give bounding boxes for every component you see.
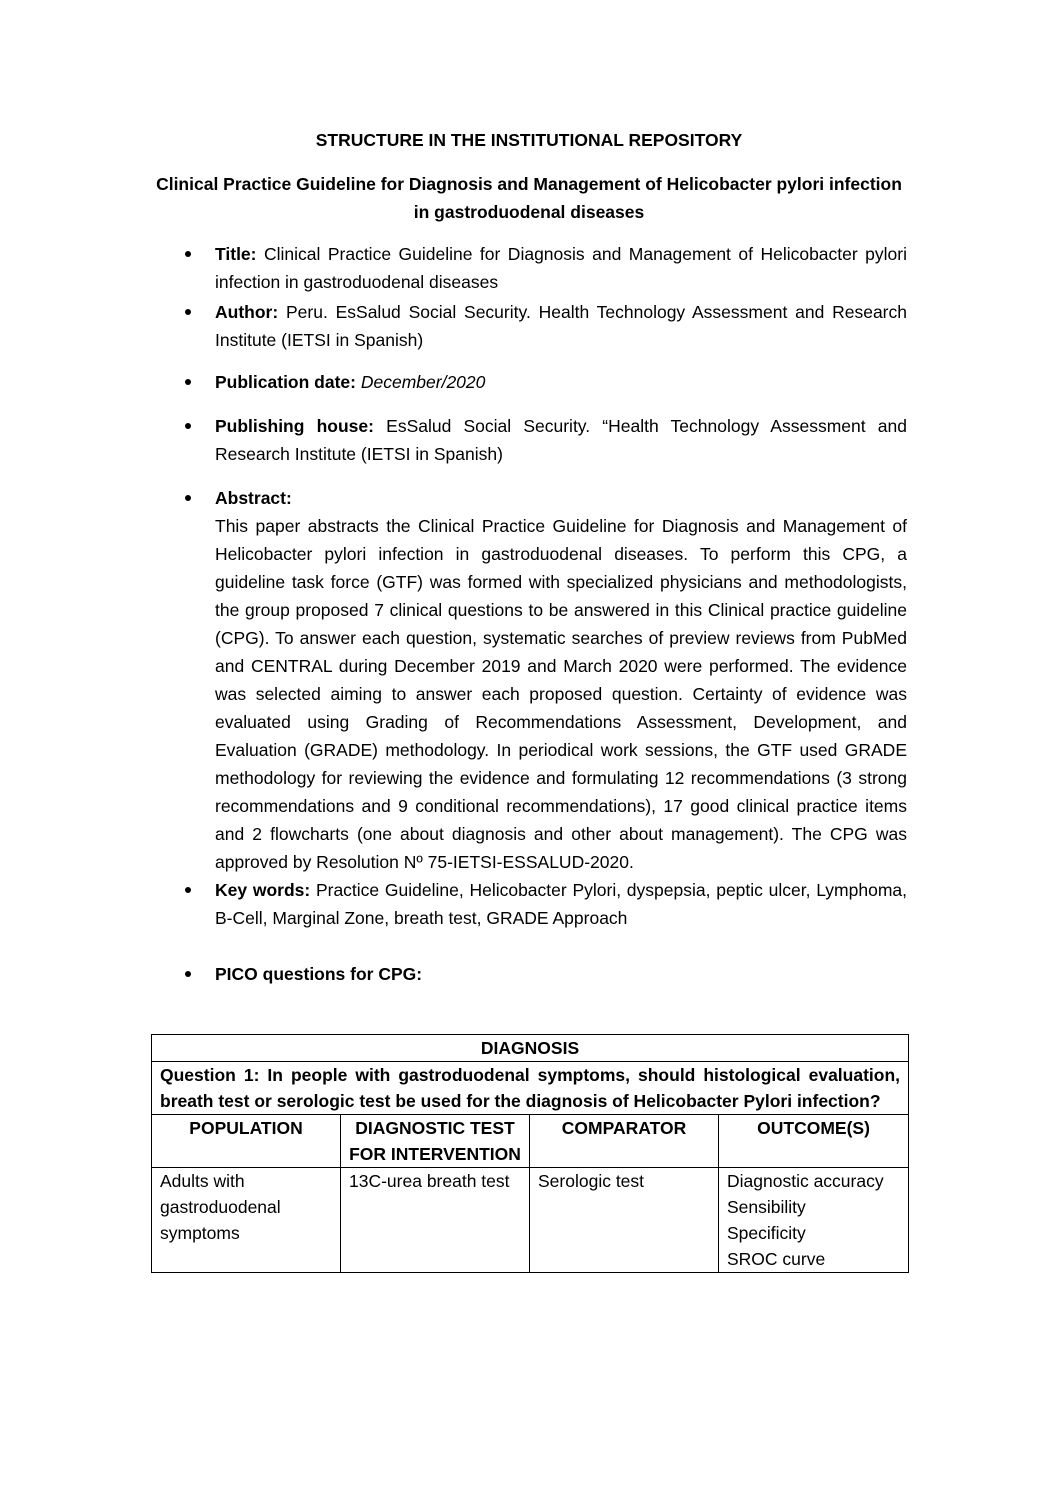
column-header-intervention: DIAGNOSTIC TEST FOR INTERVENTION bbox=[341, 1115, 530, 1168]
column-header-comparator: COMPARATOR bbox=[530, 1115, 719, 1168]
publisher-value: EsSalud Social Security. “Health Technology Assessment and Research Institute (IETSI in Spanish) bbox=[215, 416, 907, 464]
metadata-item-date bbox=[215, 368, 907, 396]
section-header-diagnosis: DIAGNOSIS bbox=[152, 1035, 909, 1062]
outcome-item: Specificity bbox=[727, 1223, 806, 1243]
pico-table bbox=[151, 1034, 909, 1273]
question-1: Question 1: In people with gastroduodenal symptoms, should histological evaluation, breath test or serologic test be used for the diagnosis of Helicobacter Pylori infection? bbox=[152, 1062, 909, 1115]
outcomes-cell bbox=[719, 1168, 909, 1273]
metadata-item-abstract bbox=[215, 484, 907, 876]
table-row bbox=[152, 1168, 909, 1273]
keywords-label: Key words: bbox=[215, 880, 311, 900]
metadata-item-title bbox=[215, 240, 907, 296]
date-label: Publication date: bbox=[215, 372, 356, 392]
metadata-list bbox=[215, 240, 907, 988]
metadata-item-author bbox=[215, 298, 907, 354]
abstract-text: This paper abstracts the Clinical Practice Guideline for Diagnosis and Management of Helicobacter pylori infection in gastroduodenal diseases. To perform this CPG, a guideline task force (GTF) was formed with specialized physicians and methodologists, the group proposed 7 clinical questions to be answered in this Clinical practice guideline (CPG). To answer each question, systematic searches of preview reviews from PubMed and CENTRAL during December 2019 and March 2020 were performed. The evidence was selected aiming to answer each proposed question. Certainty of evidence was evaluated using Grading of Recommendations Assessment, Development, and Evaluation (GRADE) methodology. In periodical work sessions, the GTF used GRADE methodology for reviewing the evidence and formulating 12 recommendations (3 strong recommendations and 9 conditional recommendations), 17 good clinical practice items and 2 flowcharts (one about diagnosis and other about management). The CPG was approved by Resolution Nº 75-IETSI-ESSALUD-2020. bbox=[215, 516, 907, 872]
repository-heading: STRUCTURE IN THE INSTITUTIONAL REPOSITORY bbox=[315, 130, 743, 150]
comparator-cell: Serologic test bbox=[530, 1168, 719, 1273]
population-cell: Adults with gastroduodenal symptoms bbox=[152, 1168, 341, 1273]
metadata-item-keywords bbox=[215, 876, 907, 932]
title-label: Title: bbox=[215, 244, 257, 264]
publisher-label: Publishing house: bbox=[215, 416, 374, 436]
title-value: Clinical Practice Guideline for Diagnosis and Management of Helicobacter pylori infection in gastroduodenal diseases bbox=[215, 244, 907, 292]
column-header-population: POPULATION bbox=[152, 1115, 341, 1168]
intervention-cell: 13C-urea breath test bbox=[341, 1168, 530, 1273]
keywords-value: Practice Guideline, Helicobacter Pylori, dyspepsia, peptic ulcer, Lymphoma, B-Cell, Marginal Zone, breath test, GRADE Approach bbox=[215, 880, 907, 928]
column-header-outcomes: OUTCOME(S) bbox=[719, 1115, 909, 1168]
outcome-item: Diagnostic accuracy bbox=[727, 1171, 884, 1191]
outcome-item: SROC curve bbox=[727, 1249, 826, 1269]
metadata-item-publisher bbox=[215, 412, 907, 468]
outcome-item: Sensibility bbox=[727, 1197, 806, 1217]
author-value: Peru. EsSalud Social Security. Health Technology Assessment and Research Institute (IETSI in Spanish) bbox=[215, 302, 907, 350]
date-value: December/2020 bbox=[360, 372, 486, 392]
metadata-item-pico bbox=[215, 960, 907, 988]
author-label: Author: bbox=[215, 302, 279, 322]
pico-label: PICO questions for CPG: bbox=[215, 964, 423, 984]
document-title: Clinical Practice Guideline for Diagnosis and Management of Helicobacter pylori infection in gastroduodenal diseases bbox=[156, 174, 902, 222]
abstract-label: Abstract: bbox=[215, 488, 292, 508]
